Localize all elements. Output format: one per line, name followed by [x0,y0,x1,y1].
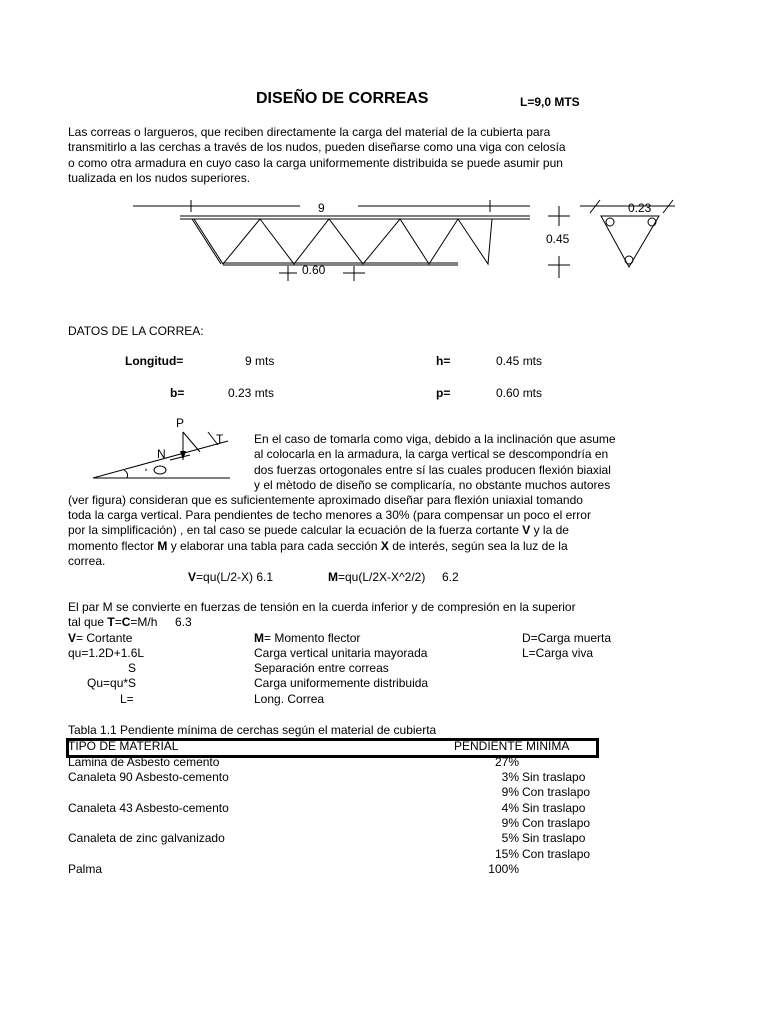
legend-s-desc: Separación entre correas [254,661,389,675]
table-row-material: Canaleta 90 Asbesto-cemento [68,770,229,784]
table-head-pendiente: PENDIENTE MINIMA [454,739,570,753]
span-label: 9 [318,201,325,215]
table-row-pct: 9% [501,816,519,830]
h-value: 0.45 mts [496,354,543,368]
legend-L-desc: Long. Correa [254,692,325,706]
table-row-pct: 9% [501,785,519,799]
page-title: DISEÑO DE CORREAS [256,90,429,107]
legend-s: S [128,661,137,675]
table-row-pct: 4% [501,801,519,815]
table-row-pct: 15% [494,847,519,861]
p-value: 0.60 mts [496,386,543,400]
table-row-material: Canaleta 43 Asbesto-cemento [68,801,229,815]
table-row-pct: 100% [488,862,519,876]
legend-qu-desc: Carga vertical unitaria mayorada [254,646,428,660]
b-value: 0.23 mts [228,386,275,400]
force-diagram [0,0,768,500]
force-p-label: P [176,416,185,430]
table-caption: Tabla 1.1 Pendiente mínima de cerchas según el material de cubierta [68,723,437,737]
legend-v: V= Cortante [68,631,133,645]
para2-line1: (ver figura) consideran que es suficientemente aproximado diseñar para flexión uniaxial tomando [68,493,583,507]
height-label: 0.45 [546,232,570,246]
table-row-note: Con traslapo [522,847,591,861]
p-label: p= [436,386,451,400]
legend-Qu-desc: Carga uniformemente distribuida [254,676,429,690]
width-label: 0.23 [628,201,652,215]
longitud-label: Longitud= [125,354,184,368]
legend-L: L= [120,692,134,706]
legend-l-viva: L=Carga viva [522,646,594,660]
table-row-pct: 27% [494,755,519,769]
table-row-note: Sin traslapo [522,770,586,784]
para2-line3: por la simplificación) , en tal caso se puede calcular la ecuación de la fuerza cortante V y la de [68,523,569,537]
para2-line4: momento flector M y elaborar una tabla para cada sección X de interés, según sea la luz de la [68,539,568,553]
table-row-material: Lamina de Asbesto cemento [68,755,220,769]
force-n-label: N [157,447,166,461]
table-row-pct: 5% [501,831,519,845]
equation-m-number: 6.2 [442,570,459,584]
legend-d: D=Carga muerta [522,631,612,645]
par-m-line2: tal que T=C=M/h [68,615,158,629]
par-m-line1: El par M se convierte en fuerzas de tensión en la cuerda inferior y de compresión en la superior [68,600,576,614]
legend-qu: qu=1.2D+1.6L [68,646,145,660]
equation-v: V=qu(L/2-X) 6.1 [188,570,274,584]
viga-paragraph: En el caso de tomarla como viga, debido a la inclinación que asume al colocarla en la armadura, la carga vertical se descompondría en dos fuerzas ortogonales entre sí las cuales producen flexión biaxial y el mètodo de diseño se complicaría, no obstante muchos autores [254,432,616,492]
intro-paragraph: Las correas o largueros, que reciben directamente la carga del material de la cubierta para transmitirlo a las cerchas a través de los nudos, pueden diseñarse como una viga con celosía o como otra armadura en cuyo caso la carga uniformemente distribuida se puede asumir pun tualizada en los nudos superiores. [68,125,566,185]
table-row-note: Sin traslapo [522,831,586,845]
para2-line5: correa. [68,554,106,568]
length-label: L=9,0 MTS [520,95,580,109]
force-t-label: T [216,432,224,446]
table-row-material: Palma [68,862,103,876]
equation-m: M=qu(L/2X-X^2/2) [328,570,426,584]
table-row-material: Canaleta de zinc galvanizado [68,831,225,845]
datos-heading: DATOS DE LA CORREA: [68,324,204,338]
para2-line2: toda la carga vertical. Para pendientes de techo menores a 30% (para compensar un poco el error [68,508,591,522]
table-head-material: TIPO DE MATERIAL [68,739,179,753]
table-row-note: Con traslapo [522,785,591,799]
table-row-note: Con traslapo [522,816,591,830]
par-m-number: 6.3 [175,615,192,629]
longitud-value: 9 mts [245,354,275,368]
legend-Qu: Qu=qu*S [87,676,137,690]
table-row-pct: 3% [501,770,519,784]
h-label: h= [436,354,451,368]
legend-m: M= Momento flector [254,631,361,645]
panel-label: 0.60 [302,263,326,277]
component-t [183,432,200,452]
table-row-note: Sin traslapo [522,801,586,815]
b-label: b= [170,386,185,400]
